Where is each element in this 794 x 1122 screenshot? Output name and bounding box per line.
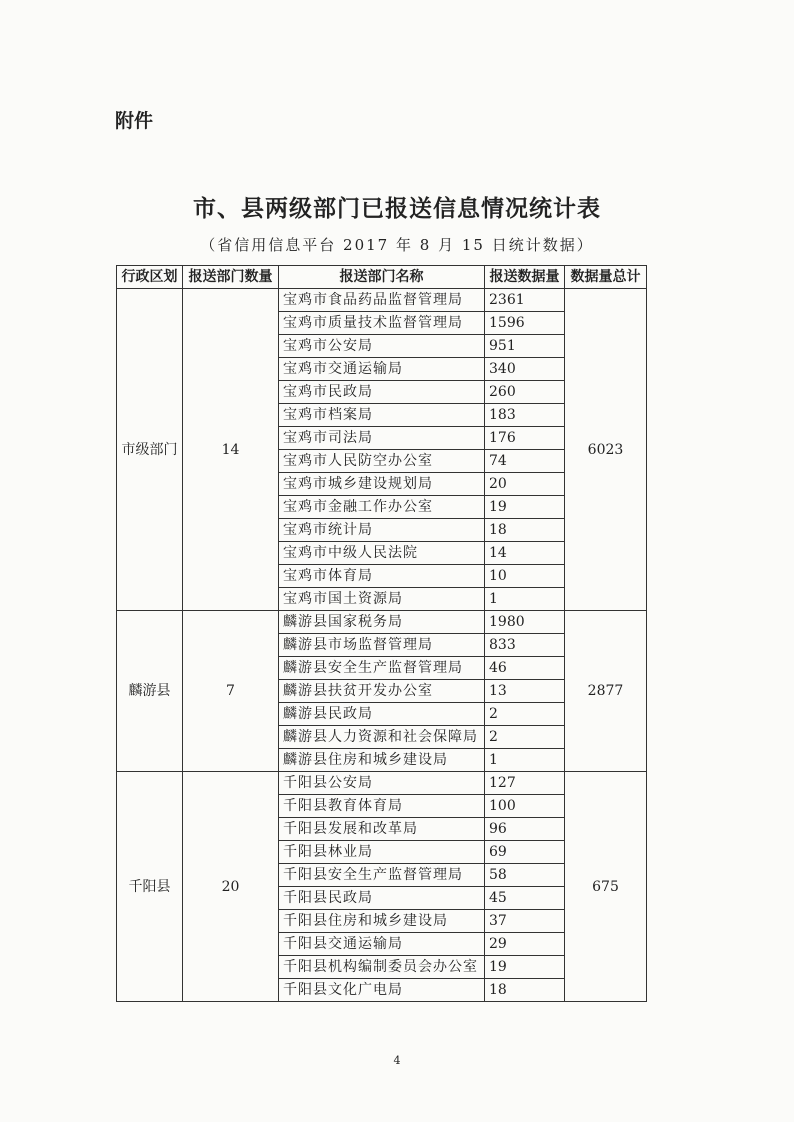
dept-name-cell: 麟游县住房和城乡建设局 xyxy=(279,749,485,772)
header-dept-count: 报送部门数量 xyxy=(183,266,279,289)
data-count-cell: 2361 xyxy=(485,289,565,312)
dept-name-cell: 宝鸡市档案局 xyxy=(279,404,485,427)
dept-name-cell: 麟游县人力资源和社会保障局 xyxy=(279,726,485,749)
data-count-cell: 18 xyxy=(485,519,565,542)
dept-name-cell: 宝鸡市中级人民法院 xyxy=(279,542,485,565)
data-count-cell: 74 xyxy=(485,450,565,473)
header-dept-name: 报送部门名称 xyxy=(279,266,485,289)
region-cell: 市级部门 xyxy=(117,289,183,611)
data-count-cell: 340 xyxy=(485,358,565,381)
data-count-cell: 37 xyxy=(485,910,565,933)
data-count-cell: 833 xyxy=(485,634,565,657)
dept-count-cell: 7 xyxy=(183,611,279,772)
dept-name-cell: 宝鸡市质量技术监督管理局 xyxy=(279,312,485,335)
data-count-cell: 10 xyxy=(485,565,565,588)
dept-name-cell: 千阳县安全生产监督管理局 xyxy=(279,864,485,887)
dept-name-cell: 千阳县住房和城乡建设局 xyxy=(279,910,485,933)
header-data-count: 报送数据量 xyxy=(485,266,565,289)
bleed-through-text xyxy=(120,92,720,123)
dept-name-cell: 千阳县发展和改革局 xyxy=(279,818,485,841)
dept-name-cell: 麟游县民政局 xyxy=(279,703,485,726)
data-count-cell: 127 xyxy=(485,772,565,795)
data-count-cell: 14 xyxy=(485,542,565,565)
dept-name-cell: 宝鸡市民政局 xyxy=(279,381,485,404)
table-row xyxy=(117,611,647,634)
table-row xyxy=(117,289,647,312)
data-count-cell: 18 xyxy=(485,979,565,1002)
data-count-cell: 29 xyxy=(485,933,565,956)
data-count-cell: 96 xyxy=(485,818,565,841)
dept-name-cell: 千阳县交通运输局 xyxy=(279,933,485,956)
table-row xyxy=(117,772,647,795)
dept-name-cell: 千阳县公安局 xyxy=(279,772,485,795)
dept-name-cell: 麟游县扶贫开发办公室 xyxy=(279,680,485,703)
dept-count-cell: 20 xyxy=(183,772,279,1002)
dept-name-cell: 宝鸡市国土资源局 xyxy=(279,588,485,611)
table-body xyxy=(117,289,647,1002)
data-count-cell: 2 xyxy=(485,703,565,726)
data-count-cell: 19 xyxy=(485,496,565,519)
header-data-total: 数据量总计 xyxy=(565,266,647,289)
dept-name-cell: 宝鸡市统计局 xyxy=(279,519,485,542)
dept-name-cell: 宝鸡市城乡建设规划局 xyxy=(279,473,485,496)
dept-name-cell: 千阳县民政局 xyxy=(279,887,485,910)
dept-name-cell: 千阳县文化广电局 xyxy=(279,979,485,1002)
dept-name-cell: 麟游县安全生产监督管理局 xyxy=(279,657,485,680)
data-count-cell: 58 xyxy=(485,864,565,887)
data-count-cell: 100 xyxy=(485,795,565,818)
data-count-cell: 20 xyxy=(485,473,565,496)
data-count-cell: 69 xyxy=(485,841,565,864)
data-count-cell: 1 xyxy=(485,588,565,611)
data-count-cell: 951 xyxy=(485,335,565,358)
table-header-row xyxy=(117,266,647,289)
dept-name-cell: 宝鸡市体育局 xyxy=(279,565,485,588)
data-total-cell: 675 xyxy=(565,772,647,1002)
page-title: 市、县两级部门已报送信息情况统计表 xyxy=(193,196,601,222)
dept-name-cell: 宝鸡市人民防空办公室 xyxy=(279,450,485,473)
data-count-cell: 183 xyxy=(485,404,565,427)
dept-name-cell: 宝鸡市金融工作办公室 xyxy=(279,496,485,519)
data-count-cell: 176 xyxy=(485,427,565,450)
header-region: 行政区划 xyxy=(117,266,183,289)
dept-name-cell: 千阳县教育体育局 xyxy=(279,795,485,818)
data-count-cell: 2 xyxy=(485,726,565,749)
dept-count-cell: 14 xyxy=(183,289,279,611)
dept-name-cell: 宝鸡市公安局 xyxy=(279,335,485,358)
data-count-cell: 19 xyxy=(485,956,565,979)
data-total-cell: 6023 xyxy=(565,289,647,611)
dept-name-cell: 宝鸡市食品药品监督管理局 xyxy=(279,289,485,312)
data-count-cell: 46 xyxy=(485,657,565,680)
data-count-cell: 260 xyxy=(485,381,565,404)
attachment-label: 附件 xyxy=(115,110,154,132)
page-number: 4 xyxy=(393,1054,401,1067)
data-count-cell: 1 xyxy=(485,749,565,772)
dept-name-cell: 宝鸡市交通运输局 xyxy=(279,358,485,381)
dept-name-cell: 千阳县机构编制委员会办公室 xyxy=(279,956,485,979)
statistics-table xyxy=(116,265,647,1002)
data-total-cell: 2877 xyxy=(565,611,647,772)
dept-name-cell: 麟游县市场监督管理局 xyxy=(279,634,485,657)
data-count-cell: 45 xyxy=(485,887,565,910)
dept-name-cell: 千阳县林业局 xyxy=(279,841,485,864)
region-cell: 麟游县 xyxy=(117,611,183,772)
region-cell: 千阳县 xyxy=(117,772,183,1002)
dept-name-cell: 麟游县国家税务局 xyxy=(279,611,485,634)
page-subtitle: （省信用信息平台 2017 年 8 月 15 日统计数据） xyxy=(200,236,594,254)
data-count-cell: 1596 xyxy=(485,312,565,335)
data-count-cell: 13 xyxy=(485,680,565,703)
data-count-cell: 1980 xyxy=(485,611,565,634)
dept-name-cell: 宝鸡市司法局 xyxy=(279,427,485,450)
